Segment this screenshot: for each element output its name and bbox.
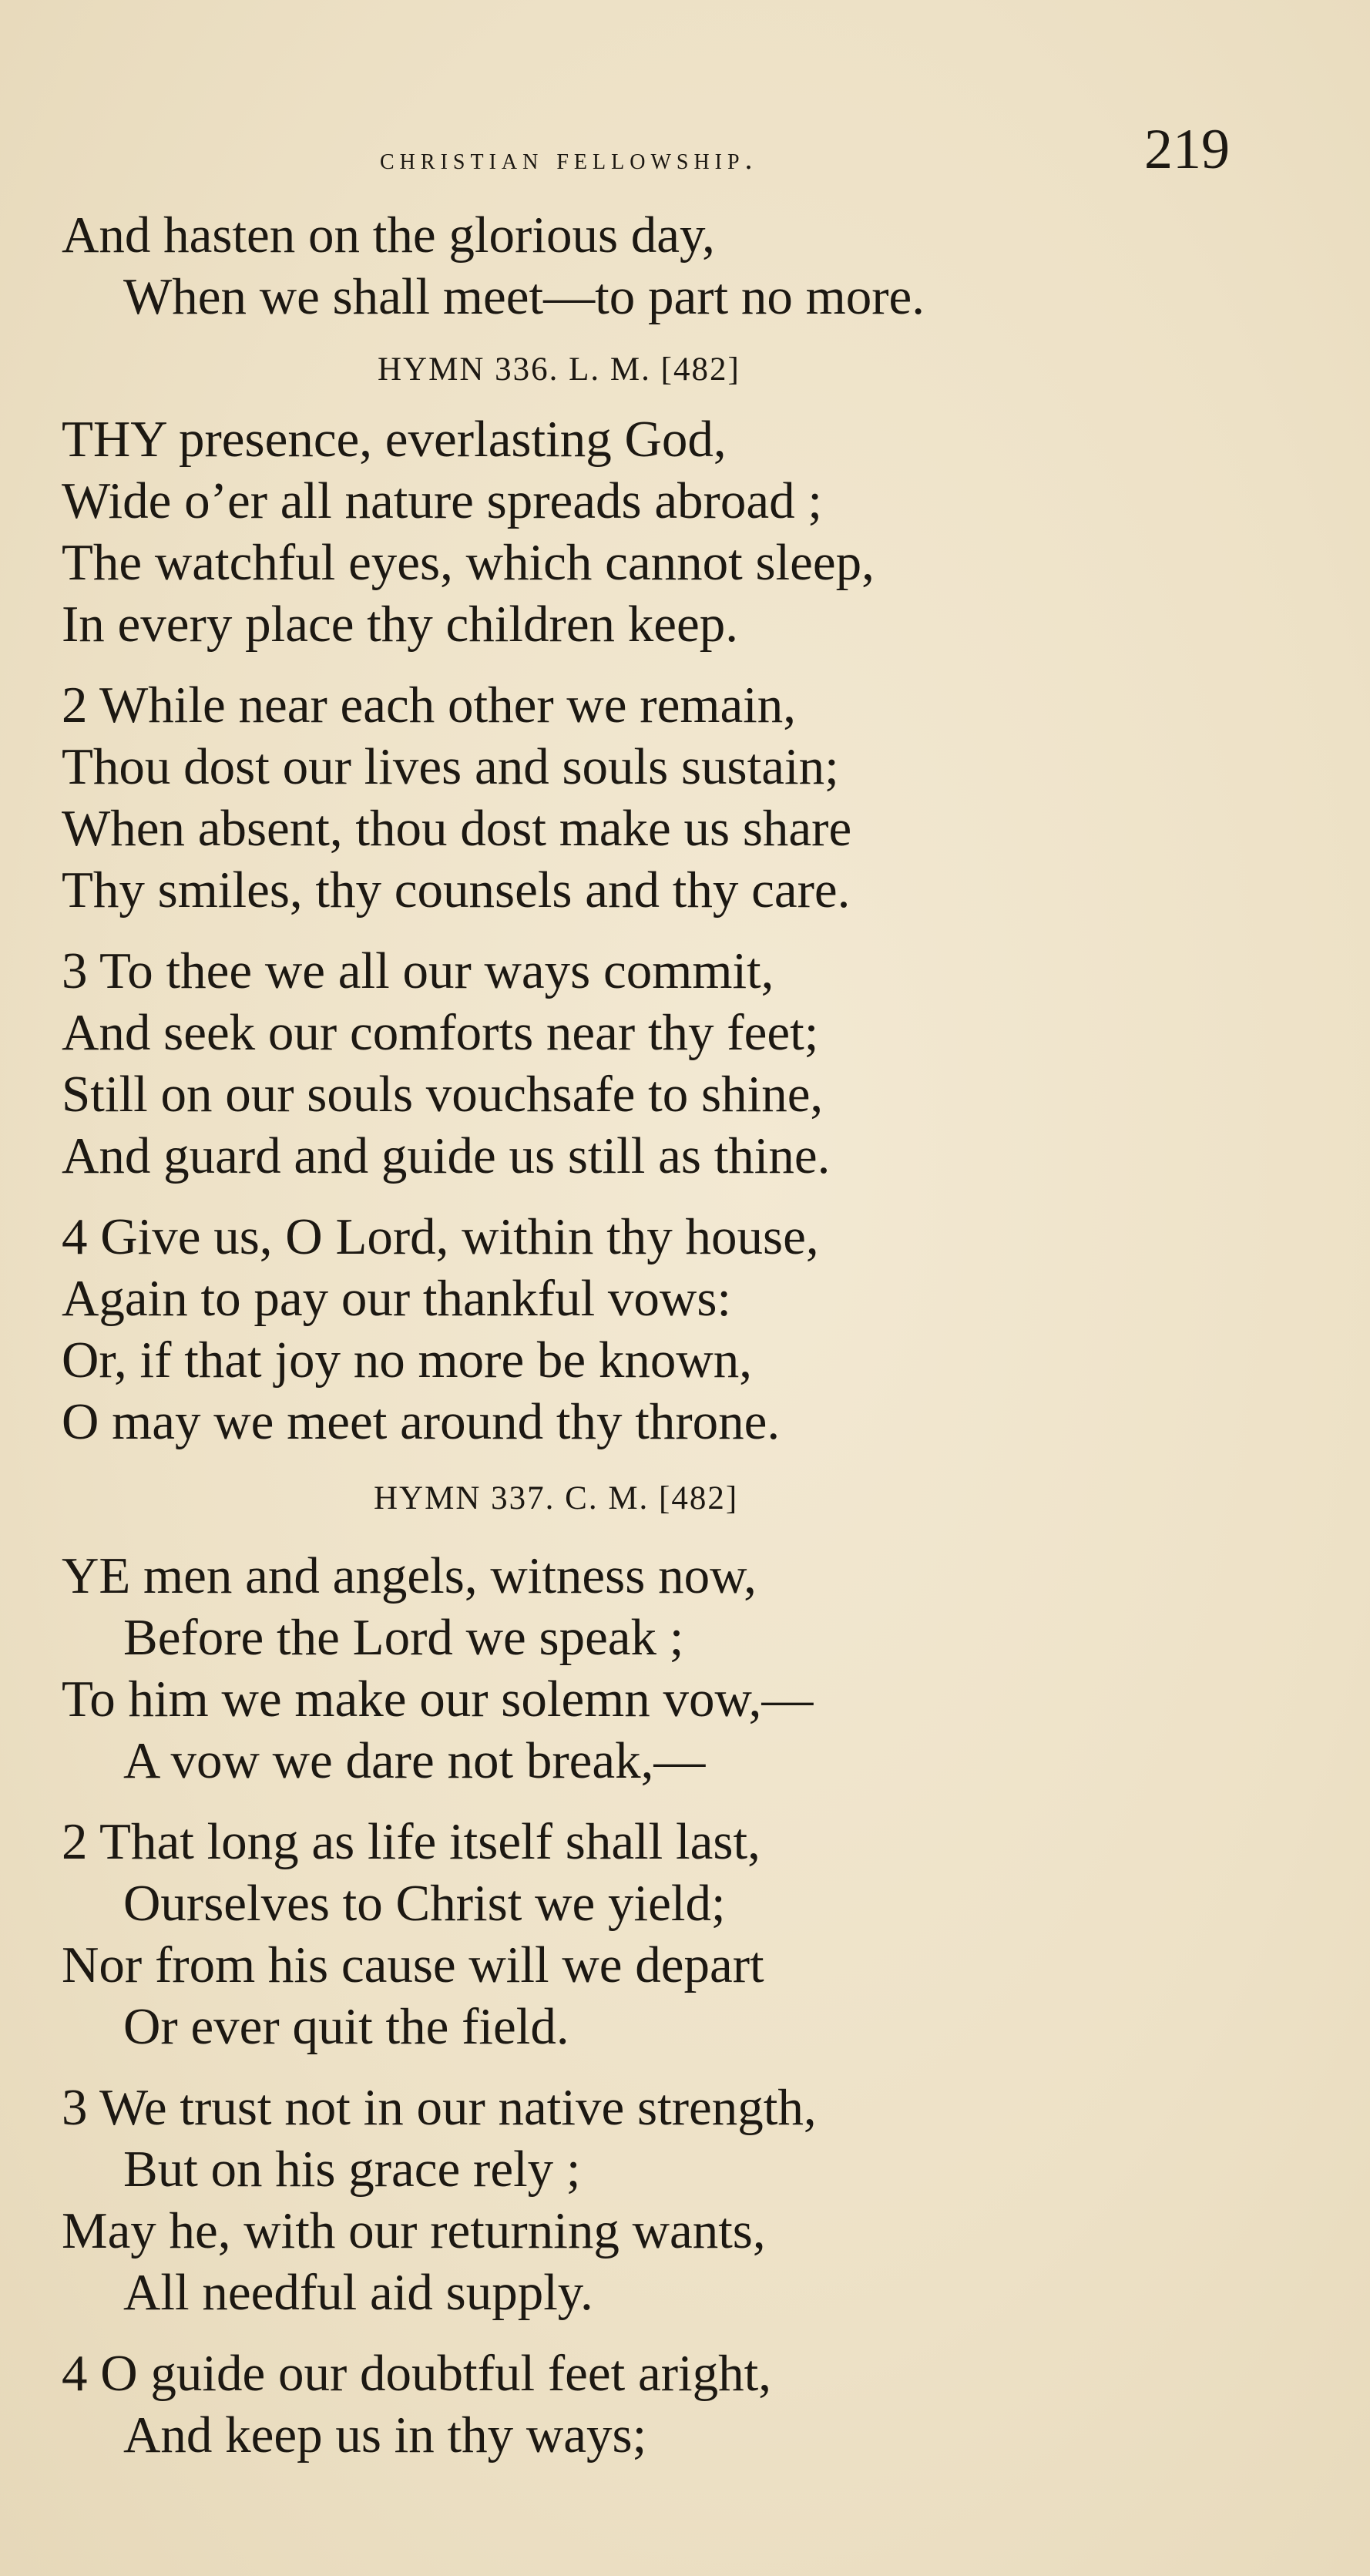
verse-line: And keep us in thy ways; — [123, 2406, 647, 2463]
running-title: christian fellowship. — [380, 141, 758, 176]
verse-line: 2 That long as life itself shall last, — [62, 1813, 761, 1870]
verse-line: Or, if that joy no more be known, — [62, 1332, 753, 1389]
page-header — [0, 108, 1370, 200]
verse-line: Wide o’er all nature spreads abroad ; — [62, 472, 822, 529]
verse-line: And seek our comforts near thy feet; — [62, 1004, 819, 1061]
verse-line: But on his grace rely ; — [123, 2141, 581, 2198]
verse-line: 4 Give us, O Lord, within thy house, — [62, 1208, 819, 1265]
verse-line: O may we meet around thy throne. — [62, 1393, 781, 1450]
verse-line: 3 To thee we all our ways commit, — [62, 942, 774, 999]
verse-line: 2 While near each other we remain, — [62, 677, 797, 734]
verse-line: And hasten on the glorious day, — [62, 207, 715, 264]
verse-line: The watchful eyes, which cannot sleep, — [62, 534, 875, 591]
verse-line: May he, with our returning wants, — [62, 2202, 766, 2259]
hymn-heading: HYMN 337. C. M. [482] — [374, 1480, 739, 1516]
verse-line: Thou dost our lives and souls sustain; — [62, 738, 839, 795]
verse-line: To him we make our solemn vow,— — [62, 1671, 814, 1728]
verse-line: YE men and angels, witness now, — [62, 1547, 757, 1604]
verse-line: All needful aid supply. — [123, 2264, 593, 2321]
verse-line: Thy smiles, thy counsels and thy care. — [62, 861, 851, 919]
verse-line: THY presence, everlasting God, — [62, 411, 727, 468]
verse-line: Nor from his cause will we depart — [62, 1936, 764, 1993]
verse-line: 4 O guide our doubtful feet aright, — [62, 2345, 772, 2402]
verse-line: Still on our souls vouchsafe to shine, — [62, 1066, 824, 1123]
verse-line: Or ever quit the field. — [123, 1998, 569, 2055]
hymn-heading: HYMN 336. L. M. [482] — [378, 351, 740, 388]
verse-line: Ourselves to Christ we yield; — [123, 1875, 726, 1932]
verse-line: When absent, thou dost make us share — [62, 800, 852, 857]
verse-line: 3 We trust not in our native strength, — [62, 2079, 817, 2136]
verse-line: Again to pay our thankful vows: — [62, 1270, 732, 1327]
verse-line: Before the Lord we speak ; — [123, 1609, 684, 1666]
verse-line: And guard and guide us still as thine. — [62, 1127, 831, 1184]
verse-line: When we shall meet—to part no more. — [123, 268, 925, 325]
verse-line: In every place thy children keep. — [62, 596, 739, 653]
verse-line: A vow we dare not break,— — [123, 1732, 706, 1789]
page-number: 219 — [1144, 118, 1230, 181]
